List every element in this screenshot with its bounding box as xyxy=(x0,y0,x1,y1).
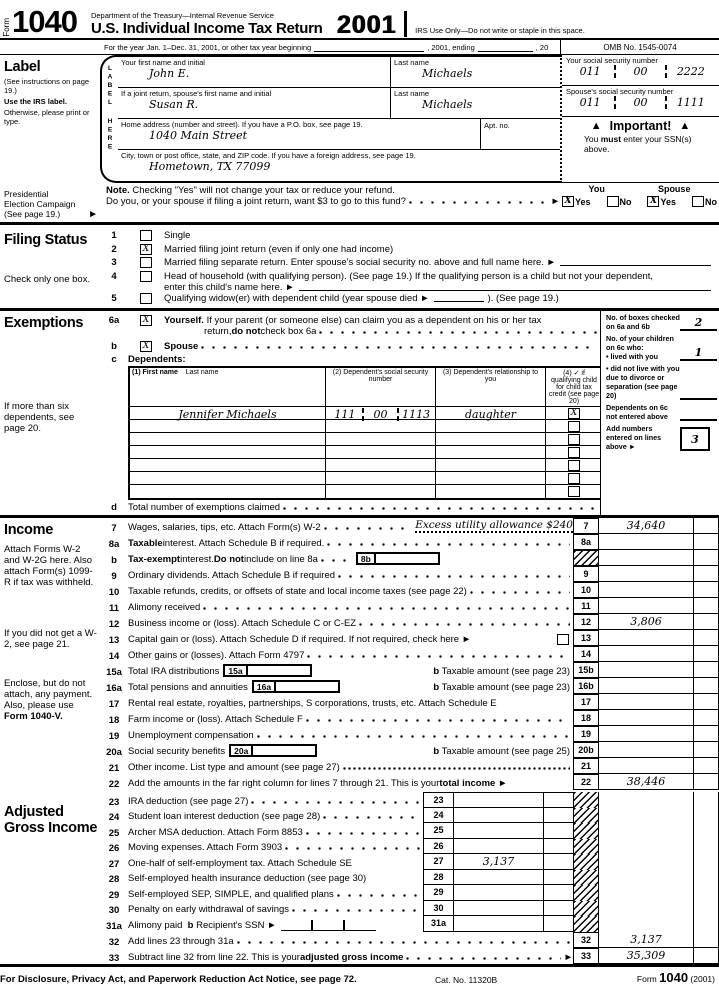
child-name-writein[interactable] xyxy=(299,282,711,291)
arrow-icon: ► xyxy=(497,778,508,789)
amount-field-33[interactable]: 35,309 xyxy=(598,948,693,964)
income-section xyxy=(0,518,719,790)
spouse-ssn-field[interactable]: 011 00 1111 xyxy=(566,96,715,109)
important-box xyxy=(562,117,719,183)
apt-no-label: Apt. no. xyxy=(484,121,510,130)
spouse-checkbox[interactable]: X xyxy=(140,341,152,352)
filing-status-line-3: 3 Married filing separate return. Enter spouse's social security no. above and full name here. ► xyxy=(100,257,719,271)
amount-field-27[interactable]: 3,137 xyxy=(453,854,543,870)
children-lived-value[interactable]: 1 xyxy=(680,346,717,361)
income-line-22: 22 Add the amounts in the far right column for lines 7 through 21. This is your total income ► 22 38,446 xyxy=(100,774,719,790)
amount-field-24[interactable] xyxy=(453,808,543,824)
children-divorce-label: • did not live with you due to divorce or separation (see page 20) xyxy=(606,364,680,400)
form-number: 1040 xyxy=(12,4,77,39)
dependent-row-empty xyxy=(130,472,600,485)
hatched-band xyxy=(573,839,598,855)
spouse-first-name-field[interactable]: Susan R. xyxy=(149,98,199,111)
child-tax-credit-checkbox[interactable] xyxy=(568,486,580,497)
agi-line-23: 23 IRA deduction (see page 27) 23 xyxy=(100,792,719,808)
box-8b: 8b xyxy=(356,552,440,565)
hatched-band xyxy=(573,808,598,824)
agi-line-29: 29 Self-employed SEP, SIMPLE, and qualified plans 29 xyxy=(100,885,719,901)
check-one-box-note: Check only one box. xyxy=(4,274,91,285)
income-line-15: 15a Total IRA distributions 15a b Taxable amount (see page 23) 15b xyxy=(100,662,719,678)
otherwise-note: Otherwise, please print or type. xyxy=(4,108,90,126)
filing-status-title: Filing Status xyxy=(4,232,88,248)
arrow-icon: ► xyxy=(88,209,98,220)
children-lived-label: No. of your children on 6c who: xyxy=(606,334,674,352)
dependent-name-field[interactable]: Jennifer Michaels xyxy=(178,408,277,421)
cents-field[interactable] xyxy=(693,678,719,694)
income-line-17: 17 Rental real estate, royalties, partnerships, S corporations, trusts, etc. Attach Schedule E 17 xyxy=(100,694,719,710)
children-divorce-value[interactable] xyxy=(680,398,717,400)
cents-field[interactable] xyxy=(693,582,719,598)
hatched-band xyxy=(573,792,598,808)
income-line-13: 13 Capital gain or (loss). Attach Schedule D if required. If not required, check here ► 13 xyxy=(100,630,719,646)
label-here-strip: LABEL HERE xyxy=(106,65,114,152)
tax-year-end-label: , 20 xyxy=(535,42,549,52)
income-line-7: 7 Wages, salaries, tips, etc. Attach Form(s) W-2 Excess utility allowance $240 7 34,640 xyxy=(100,518,719,534)
agi-line-28: 28 Self-employed health insurance deduction (see page 30) 28 xyxy=(100,870,719,886)
cents-field[interactable] xyxy=(693,566,719,582)
last-name-field[interactable]: Michaels xyxy=(422,67,473,80)
qualifying-widow-checkbox[interactable] xyxy=(140,293,152,304)
dependent-row-empty xyxy=(130,485,600,498)
last-name-label: Last name xyxy=(394,58,430,67)
agi-line-33: 33 Subtract line 32 from line 22. This is your adjusted gross income ► 33 35,309 xyxy=(100,948,719,964)
hatched-band xyxy=(573,870,598,886)
warning-triangle-icon: ▲ xyxy=(679,120,691,132)
line-6b: b X Spouse xyxy=(100,341,600,354)
form-header xyxy=(0,0,719,40)
you-yes-checkbox[interactable]: X xyxy=(562,196,574,207)
divider-bar xyxy=(404,11,407,37)
filing-status-line-5: 5 Qualifying widow(er) with dependent child (year spouse died ► ). (See page 19.) xyxy=(111,292,559,304)
amount-field-10[interactable] xyxy=(598,582,693,598)
filing-status-line-1: 1 Single xyxy=(111,230,191,241)
spouse-no-checkbox[interactable] xyxy=(692,196,704,207)
amount-field-31a[interactable] xyxy=(453,916,543,932)
attach-w2-note: Attach Forms W-2 and W-2G here. Also attach Form(s) 1099-R if tax was withheld. xyxy=(4,544,94,588)
exemptions-margin-column: No. of boxes checked on 6a and 6b 2 No. of your children on 6c who: • lived with you 1 • did not live with you due to divorce or separation (see page 20) Dependents on 6c not entered above Add numbers entered on lines above ► 3 xyxy=(600,311,719,515)
spouse-first-name-label: If a joint return, spouse's first name and initial xyxy=(121,89,272,98)
home-address-label: Home address (number and street). If you have a P.O. box, see page 19. xyxy=(121,120,363,129)
important-body: You must enter your SSN(s) above. xyxy=(584,134,692,154)
amount-field-32[interactable]: 3,137 xyxy=(598,932,693,948)
hatched-cell xyxy=(573,550,598,566)
enclose-payment-note: Enclose, but do not attach, any payment. Also, please use Form 1040-V. xyxy=(4,678,93,722)
tax-year-label: For the year Jan. 1–Dec. 31, 2001, or other tax year beginning xyxy=(104,42,312,52)
income-line-9: 9 Ordinary dividends. Attach Schedule B if required 9 xyxy=(100,566,719,582)
income-title: Income xyxy=(4,522,53,538)
cents-field[interactable] xyxy=(693,518,719,534)
cents-field[interactable] xyxy=(693,694,719,710)
cents-field[interactable] xyxy=(693,630,719,646)
social-security-benefits-field[interactable] xyxy=(253,746,315,755)
presidential-question: Do you, or your spouse if filing a joint return, want $3 to go to this fund? xyxy=(106,196,406,207)
label-section xyxy=(0,55,719,183)
cents-field[interactable] xyxy=(693,726,719,742)
presidential-note: Note. Checking "Yes" will not change your tax or reduce your refund. xyxy=(106,185,395,196)
amount-field-11[interactable] xyxy=(598,598,693,614)
no-w2-note: If you did not get a W-2, see page 21. xyxy=(4,628,97,650)
single-checkbox[interactable] xyxy=(140,230,152,241)
form-title: U.S. Individual Income Tax Return xyxy=(90,20,323,37)
boxes-checked-label: No. of boxes checked on 6a and 6b xyxy=(606,313,680,331)
fund-answer-area: You Spouse X Yes No X Yes No xyxy=(560,183,719,222)
department-line: Department of the Treasury—Internal Revenue Service xyxy=(90,11,274,20)
disclosure-notice: For Disclosure, Privacy Act, and Paperwork Reduction Act Notice, see page 72. xyxy=(0,973,357,985)
child-tax-credit-checkbox[interactable] xyxy=(568,434,580,445)
income-line-16: 16a Total pensions and annuities 16a b Taxable amount (see page 23) 16b xyxy=(100,678,719,694)
cents-field[interactable] xyxy=(693,742,719,758)
amount-field-21[interactable] xyxy=(598,758,693,774)
filing-status-section xyxy=(0,225,719,311)
schedule-d-not-required-checkbox[interactable] xyxy=(557,634,569,645)
line-6c: c Dependents: xyxy=(111,354,186,365)
agi-line-25: 25 Archer MSA deduction. Attach Form 8853 25 xyxy=(100,823,719,839)
box-15a: 15a xyxy=(223,664,311,677)
agi-section xyxy=(0,790,719,964)
you-column-label: You xyxy=(588,184,605,194)
form-id: Form 1040 (2001) xyxy=(636,969,715,985)
dependents-table xyxy=(128,366,600,500)
irs-use-only-note: IRS Use Only—Do not write or staple in this space. xyxy=(415,26,585,35)
income-line-14: 14 Other gains or (losses). Attach Form 4797 14 xyxy=(100,646,719,662)
amount-field-13[interactable] xyxy=(598,630,693,646)
your-ssn-field[interactable]: 011 00 2222 xyxy=(566,65,715,78)
hatched-band xyxy=(573,854,598,870)
tax-year-begin-field[interactable] xyxy=(314,42,424,52)
label-section-title: Label xyxy=(4,59,41,75)
amount-field-23[interactable] xyxy=(453,792,543,808)
child-tax-credit-checkbox[interactable]: X xyxy=(568,408,580,419)
income-line-20: 20a Social security benefits 20a b Taxable amount (see page 25) 20b xyxy=(100,742,719,758)
your-ssn-label: Your social security number xyxy=(566,56,658,65)
amount-field-19[interactable] xyxy=(598,726,693,742)
spouse-ssn-label: Spouse's social security number xyxy=(566,87,674,96)
amount-field-18[interactable] xyxy=(598,710,693,726)
amount-field-26[interactable] xyxy=(453,839,543,855)
cents-field[interactable] xyxy=(693,614,719,630)
first-name-label: Your first name and initial xyxy=(121,58,205,67)
pensions-annuities-field[interactable] xyxy=(276,682,338,691)
tax-year-end-field[interactable] xyxy=(478,42,533,52)
cents-field[interactable] xyxy=(693,534,719,550)
spouse-yes-checkbox[interactable]: X xyxy=(647,196,659,207)
agi-title: Adjusted Gross Income xyxy=(4,804,98,836)
recipient-ssn-writein[interactable] xyxy=(281,920,376,931)
income-line-8b: b Tax-exempt interest. Do not include on line 8a 8b xyxy=(100,550,719,566)
tax-exempt-interest-field[interactable] xyxy=(376,554,438,563)
amount-field-22[interactable]: 38,446 xyxy=(598,774,693,790)
spouse-last-name-field[interactable]: Michaels xyxy=(422,98,473,111)
presidential-section xyxy=(0,183,719,225)
tax-year-row xyxy=(0,40,719,55)
cents-field[interactable] xyxy=(693,948,719,964)
city-label: City, town or post office, state, and ZIP code. If you have a foreign address, see page 19. xyxy=(121,151,416,160)
income-line-21: 21 Other income. List type and amount (see page 27) 21 xyxy=(100,758,719,774)
hatched-band xyxy=(573,885,598,901)
form-footer xyxy=(0,964,719,987)
agi-line-24: 24 Student loan interest deduction (see page 28) 24 xyxy=(100,808,719,824)
agi-line-30: 30 Penalty on early withdrawal of savings 30 xyxy=(100,901,719,917)
home-address-field[interactable]: 1040 Main Street xyxy=(149,129,248,142)
hatched-band xyxy=(573,916,598,932)
amount-field-30[interactable] xyxy=(453,901,543,917)
box-20a: 20a xyxy=(229,744,317,757)
form-word: Form xyxy=(2,18,11,37)
married-separate-checkbox[interactable] xyxy=(140,257,152,268)
line-6a: 6a X Yourself. If your parent (or someone else) can claim you as a dependent on his or her tax return, do not check box 6a xyxy=(100,315,600,341)
exemptions-title: Exemptions xyxy=(4,315,84,331)
box-16a: 16a xyxy=(252,680,340,693)
amount-field-8a[interactable] xyxy=(598,534,693,550)
dependent-row-empty xyxy=(130,446,600,459)
yourself-checkbox[interactable]: X xyxy=(140,315,152,326)
exemptions-section xyxy=(0,311,719,518)
dependent-relationship-field[interactable]: daughter xyxy=(435,407,545,419)
city-field[interactable]: Hometown, TX 77099 xyxy=(149,160,271,173)
label-box xyxy=(100,55,560,183)
agi-line-32: 32 Add lines 23 through 31a 32 3,137 xyxy=(100,932,719,948)
label-see-note: (See instructions on page 19.) xyxy=(4,77,90,95)
income-line-11: 11 Alimony received 11 xyxy=(100,598,719,614)
warning-triangle-icon: ▲ xyxy=(590,120,602,132)
amount-field-14[interactable] xyxy=(598,646,693,662)
amount-field-9[interactable] xyxy=(598,566,693,582)
income-line-19: 19 Unemployment compensation 19 xyxy=(100,726,719,742)
filing-status-line-2: 2 X Married filing joint return (even if only one had income) xyxy=(111,243,394,255)
catalog-number: Cat. No. 11320B xyxy=(435,974,498,985)
presidential-label: Presidential Election Campaign (See page 19.) xyxy=(4,189,76,219)
amount-field-12[interactable]: 3,806 xyxy=(598,614,693,630)
important-title: Important! xyxy=(609,119,672,133)
spouse-last-name-label: Last name xyxy=(394,89,430,98)
income-line-18: 18 Farm income or (loss). Attach Schedule F 18 xyxy=(100,710,719,726)
amount-field-17[interactable] xyxy=(598,694,693,710)
use-irs-label-note: Use the IRS label. xyxy=(4,97,67,106)
cents-field[interactable] xyxy=(693,758,719,774)
amount-field-7[interactable]: 34,640 xyxy=(598,518,693,534)
income-line-12: 12 Business income or (loss). Attach Schedule C or C-EZ 12 3,806 xyxy=(100,614,719,630)
dependents-table-header: (1) First name Last name (2) Dependent's social security number (3) Dependent's relationship to you (4) ✓ if qualifying child for child tax credit (see page 20) xyxy=(130,368,600,407)
child-tax-credit-checkbox[interactable] xyxy=(568,460,580,471)
cents-field[interactable] xyxy=(693,598,719,614)
child-tax-credit-checkbox[interactable] xyxy=(568,473,580,484)
amount-field-15b[interactable] xyxy=(598,662,693,678)
total-exemptions-value[interactable]: 3 xyxy=(680,427,710,451)
dependent-row-1 xyxy=(130,407,600,420)
income-line-10: 10 Taxable refunds, credits, or offsets of state and local income taxes (see page 22) 10 xyxy=(100,582,719,598)
add-numbers-label: Add numbers entered on lines above ► xyxy=(606,424,662,451)
agi-line-27: 27 One-half of self-employment tax. Attach Schedule SE 27 3,137 xyxy=(100,854,719,870)
more-dependents-note: If more than six dependents, see page 20. xyxy=(4,401,75,434)
amount-field-28[interactable] xyxy=(453,870,543,886)
hatched-band xyxy=(573,901,598,917)
ssn-column xyxy=(560,55,719,183)
tax-year: 2001 xyxy=(336,11,397,39)
tax-year-mid-label: , 2001, ending xyxy=(427,42,475,52)
dependent-ssn-field[interactable]: 111 00 1113 xyxy=(325,407,435,419)
cents-field[interactable] xyxy=(693,662,719,678)
first-name-field[interactable]: John E. xyxy=(149,67,190,80)
arrow-icon: ► xyxy=(563,951,573,963)
dependents-not-entered-value[interactable] xyxy=(680,419,717,421)
amount-field-16b[interactable] xyxy=(598,678,693,694)
ira-distributions-field[interactable] xyxy=(248,666,310,675)
arrow-icon: ► xyxy=(550,196,560,207)
year-spouse-died-writein[interactable] xyxy=(434,293,484,302)
agi-line-26: 26 Moving expenses. Attach Form 3903 26 xyxy=(100,839,719,855)
dependents-not-entered-label: Dependents on 6c not entered above xyxy=(606,403,668,421)
you-no-checkbox[interactable] xyxy=(607,196,619,207)
amount-field-29[interactable] xyxy=(453,885,543,901)
amount-field-25[interactable] xyxy=(453,823,543,839)
child-tax-credit-checkbox[interactable] xyxy=(568,447,580,458)
head-of-household-checkbox[interactable] xyxy=(140,271,152,282)
cents-field[interactable] xyxy=(693,710,719,726)
filing-status-line-4: 4 Head of household (with qualifying person). (See page 19.) If the qualifying person is a child but not your dependent, enter this child's name here. ► xyxy=(100,271,719,293)
hatched-band xyxy=(573,823,598,839)
omb-number: OMB No. 1545-0074 xyxy=(560,40,719,54)
spouse-column-label: Spouse xyxy=(657,184,691,194)
child-tax-credit-checkbox[interactable] xyxy=(568,421,580,432)
married-joint-checkbox[interactable]: X xyxy=(140,244,152,255)
line-6d: d Total number of exemptions claimed xyxy=(100,502,600,515)
dependent-row-empty xyxy=(130,420,600,433)
income-line-8a: 8a Taxable interest. Attach Schedule B if required. 8a xyxy=(100,534,719,550)
cents-field[interactable] xyxy=(693,932,719,948)
spouse-name-writein[interactable] xyxy=(560,257,711,266)
dependent-row-empty xyxy=(130,433,600,446)
boxes-checked-value[interactable]: 2 xyxy=(680,316,717,331)
amount-field-20b[interactable] xyxy=(598,742,693,758)
agi-line-31a: 31a Alimony paid b Recipient's SSN ► 31a xyxy=(100,916,719,932)
cents-field[interactable] xyxy=(693,646,719,662)
handwritten-annotation[interactable]: Excess utility allowance $240 xyxy=(415,519,573,531)
cents-field[interactable] xyxy=(693,774,719,790)
dependent-row-empty xyxy=(130,459,600,472)
